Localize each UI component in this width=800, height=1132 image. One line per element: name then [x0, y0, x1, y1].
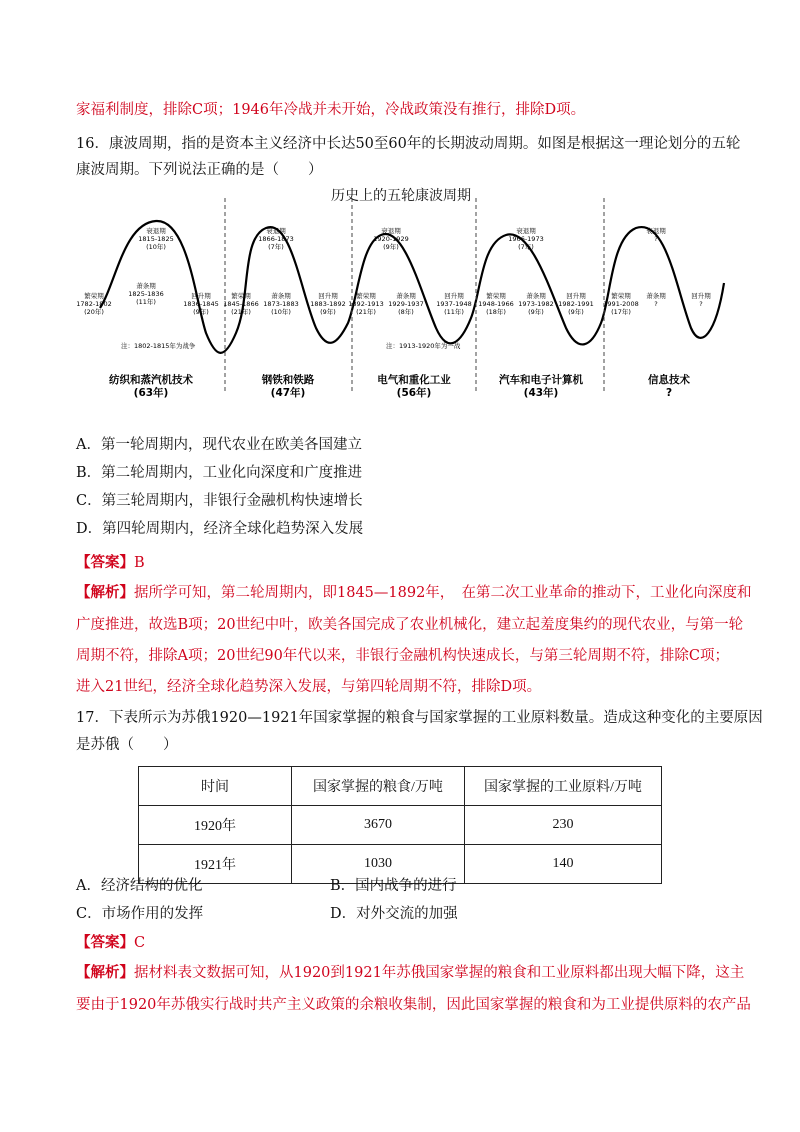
phase-label: 回升期 1883-1892 (9年): [310, 292, 346, 316]
prev-analysis-tail: 家福利制度，排除C项；1946年冷战并未开始，冷战政策没有推行，排除D项。: [76, 102, 586, 118]
table-header-cell: 国家掌握的粮食/万吨: [292, 767, 465, 806]
answer-16: [76, 553, 145, 573]
phase-label: 注：1802-1815年为战争: [121, 342, 196, 350]
option-17-b: B．国内战争的进行: [330, 878, 457, 894]
phase-label: 衰退期 1866-1873 (7年): [258, 227, 294, 251]
cycle-label: 汽车和电子计算机(43年): [499, 374, 583, 399]
option-16-c: C．第三轮周期内，非银行金融机构快速增长: [76, 493, 363, 509]
table-row: [139, 806, 662, 845]
question-17-stem-1: 17．下表所示为苏俄1920—1921年国家掌握的粮食与国家掌握的工业原料数量。造成这种变化的主要原因: [76, 710, 763, 726]
phase-label: 回升期 1836-1845 (9年): [183, 292, 219, 316]
analysis-17-line-1: [76, 963, 744, 983]
cycle-labels: [109, 373, 690, 399]
phase-label: 衰退期 1815-1825 (10年): [138, 227, 174, 251]
analysis-text: 据所学可知，第二轮周期内，即1845—1892年， 在第二次工业革命的推动下，工业化向深度和: [134, 585, 752, 601]
phase-label: 萧条期 1873-1883 (10年): [263, 292, 299, 316]
phase-label: 回升期?: [691, 292, 711, 308]
answer-value: C: [134, 935, 146, 951]
option-16-a: A．第一轮周期内，现代农业在欧美各国建立: [76, 437, 362, 453]
phase-label: 繁荣期 1948-1966 (18年): [478, 292, 514, 316]
cycle-label: 电气和重化工业(56年): [377, 374, 451, 399]
analysis-17-line-2: 要由于1920年苏俄实行战时共产主义政策的余粮收集制，因此国家掌握的粮食和为工业提供原料的农产品: [76, 997, 751, 1013]
table-cell: 3670: [292, 806, 465, 845]
answer-value: B: [134, 555, 145, 571]
table-cell: 1920年: [139, 806, 292, 845]
phase-label: 衰退期 1920-1929 (9年): [373, 227, 409, 251]
phase-label: 衰退期 1966-1973 (7年): [508, 227, 544, 251]
analysis-16-line-2: 广度推进，故选B项；20世纪中叶，欧美各国完成了农业机械化，建立起羞度集约的现代农业，与第一轮: [76, 617, 744, 633]
phase-label: 回升期 1937-1948 (11年): [436, 292, 472, 316]
analysis-16-line-1: [76, 583, 752, 603]
phase-label: 注：1913-1920年为一战: [386, 342, 461, 350]
kondratiev-figure: [76, 183, 726, 413]
answer-bracket: 【答案】: [76, 554, 134, 571]
answer-17: [76, 933, 145, 953]
question-16-stem-2: 康波周期。下列说法正确的是（ ）: [76, 162, 323, 178]
analysis-16-line-4: 进入21世纪，经济全球化趋势深入发展，与第四轮周期不符，排除D项。: [76, 679, 542, 695]
cycle-label: 纺织和蒸汽机技术(63年): [109, 374, 193, 399]
table-header-row: [139, 767, 662, 806]
phase-label: 萧条期?: [646, 292, 666, 308]
cycle-label: 信息技术?: [648, 374, 690, 399]
kondratiev-wave-diagram: [76, 183, 726, 413]
analysis-bracket: 【解析】: [76, 964, 134, 981]
option-16-b: B．第二轮周期内，工业化向深度和广度推进: [76, 465, 363, 481]
phase-label: 萧条期 1929-1937 (8年): [388, 292, 424, 316]
table-cell: 1921年: [139, 845, 292, 884]
option-17-d: D．对外交流的加强: [330, 906, 458, 922]
phase-label: 繁荣期 1845-1866 (21年): [223, 292, 259, 316]
phase-label: 回升期 1982-1991 (9年): [558, 292, 594, 316]
cycle-label: 钢铁和铁路(47年): [261, 374, 315, 399]
analysis-16-line-3: 周期不符，排除A项；20世纪90年代以来，非银行金融机构快速成长，与第三轮周期不符，排除C项；: [76, 648, 729, 664]
question-16-stem-1: 16．康波周期，指的是资本主义经济中长达50至60年的长期波动周期。如图是根据这一理论划分的五轮: [76, 136, 741, 152]
analysis-text: 据材料表文数据可知，从1920到1921年苏俄国家掌握的粮食和工业原料都出现大幅下降，这主: [134, 965, 745, 981]
table-cell: 140: [465, 845, 662, 884]
table-header-cell: 国家掌握的工业原料/万吨: [465, 767, 662, 806]
option-16-d: D．第四轮周期内，经济全球化趋势深入发展: [76, 521, 364, 537]
phase-label: 萧条期 1973-1982 (9年): [518, 292, 554, 316]
phase-labels: [76, 226, 711, 350]
phase-label: 萧条期 1825-1836 (11年): [128, 282, 164, 306]
grain-material-table: [138, 766, 662, 884]
table-header-cell: 时间: [139, 767, 292, 806]
wave-curve: [100, 221, 724, 353]
option-17-c: C．市场作用的发挥: [76, 906, 204, 922]
phase-label: 繁荣期 1991-2008 (17年): [603, 292, 639, 316]
phase-label: 繁荣期 1892-1913 (21年): [348, 292, 384, 316]
answer-bracket: 【答案】: [76, 934, 134, 951]
option-17-a: A．经济结构的优化: [76, 878, 203, 894]
figure-title: 历史上的五轮康波周期: [331, 188, 471, 204]
table-cell: 1030: [292, 845, 465, 884]
question-17-stem-2: 是苏俄（ ）: [76, 737, 178, 753]
analysis-bracket: 【解析】: [76, 584, 134, 601]
phase-label: 衰退期?: [646, 227, 666, 243]
table-cell: 230: [465, 806, 662, 845]
phase-label: 繁荣期 1782-1802 (20年): [76, 292, 112, 316]
